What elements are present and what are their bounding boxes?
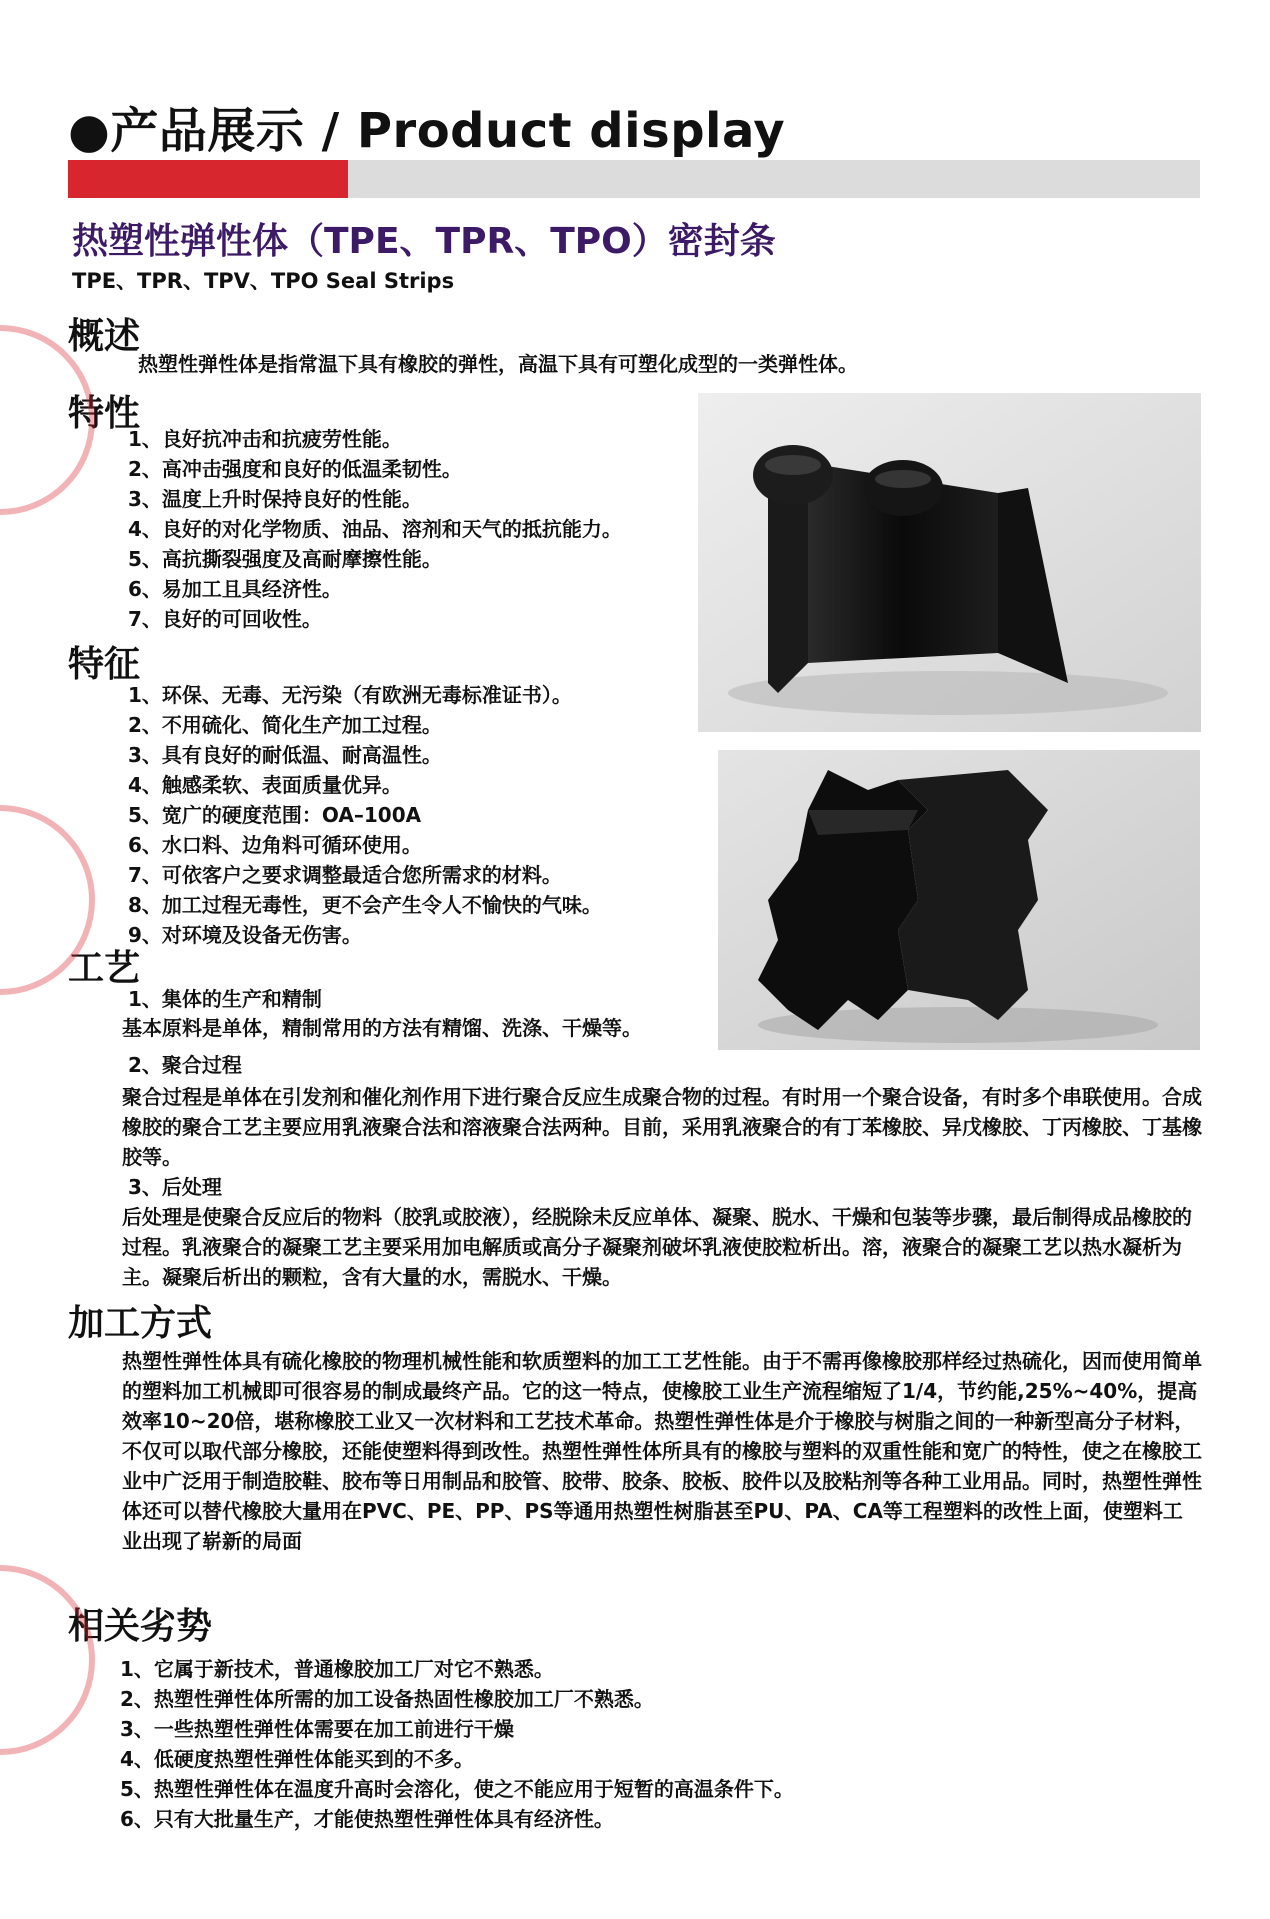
craft-step1-text: 基本原料是单体，精制常用的方法有精馏、洗涤、干燥等。: [122, 1016, 642, 1040]
features-list: [128, 680, 602, 950]
disadvantages-list: [120, 1654, 794, 1834]
processing-heading: 加工方式: [68, 1303, 213, 1344]
craft-step1-title: 1、集体的生产和精制: [128, 987, 322, 1011]
list-item: 1、良好抗冲击和抗疲劳性能。: [128, 427, 402, 451]
craft-step3-title: 3、后处理: [128, 1175, 222, 1199]
list-item: 2、热塑性弹性体所需的加工设备热固性橡胶加工厂不熟悉。: [120, 1687, 654, 1711]
list-item: 6、水口料、边角料可循环使用。: [128, 833, 422, 857]
list-item: 7、可依客户之要求调整最适合您所需求的材料。: [128, 863, 562, 887]
list-item: 3、具有良好的耐低温、耐高温性。: [128, 743, 442, 767]
list-item: 7、良好的可回收性。: [128, 607, 322, 631]
product-title: 热塑性弹性体（TPE、TPR、TPO）密封条: [72, 221, 776, 262]
seal-strip-image-1: [698, 393, 1201, 732]
craft-step2-text: 聚合过程是单体在引发剂和催化剂作用下进行聚合反应生成聚合物的过程。有时用一个聚合设备，有时多个串联使用。合成橡胶的聚合工艺主要应用乳液聚合法和溶液聚合法两种。目前，采用乳液聚合的有丁苯橡胶、异戊橡胶、丁丙橡胶、丁基橡胶等。: [122, 1085, 1202, 1169]
craft-step2-title: 2、聚合过程: [128, 1053, 242, 1077]
list-item: 2、高冲击强度和良好的低温柔韧性。: [128, 457, 462, 481]
list-item: 1、环保、无毒、无污染（有欧洲无毒标准证书）。: [128, 683, 572, 707]
list-item: 6、易加工且具经济性。: [128, 577, 342, 601]
list-item: 4、良好的对化学物质、油品、溶剂和天气的抵抗能力。: [128, 517, 622, 541]
list-item: 6、只有大批量生产，才能使热塑性弹性体具有经济性。: [120, 1807, 614, 1831]
craft-step3-text: 后处理是使聚合反应后的物料（胶乳或胶液），经脱除未反应单体、凝聚、脱水、干燥和包装等步骤，最后制得成品橡胶的过程。乳液聚合的凝聚工艺主要采用加电解质或高分子凝聚剂破坏乳液使胶粒析出。溶，液聚合的凝聚工艺以热水凝析为主。凝聚后析出的颗粒，含有大量的水，需脱水、干燥。: [122, 1205, 1192, 1289]
list-item: 1、它属于新技术，普通橡胶加工厂对它不熟悉。: [120, 1657, 554, 1681]
list-item: 5、宽广的硬度范围：OA–100A: [128, 803, 422, 827]
product-subtitle: TPE、TPR、TPV、TPO Seal Strips: [72, 269, 455, 293]
processing-text: 热塑性弹性体具有硫化橡胶的物理机械性能和软质塑料的加工工艺性能。由于不需再像橡胶那样经过热硫化，因而使用简单的塑料加工机械即可很容易的制成最终产品。它的这一特点，使橡胶工业生产流程缩短了1/4，节约能,25%~40%，提高效率10~20倍，堪称橡胶工业又一次材料和工艺技术革命。热塑性弹性体是介于橡胶与树脂之间的一种新型高分子材料，不仅可以取代部分橡胶，还能使塑料得到改性。热塑性弹性体所具有的橡胶与塑料的双重性能和宽广的特性，使之在橡胶工业中广泛用于制造胶鞋、胶布等日用制品和胶管、胶带、胶条、胶板、胶件以及胶粘剂等各种工业用品。同时，热塑性弹性体还可以替代橡胶大量用在PVC、PE、PP、PS等通用热塑性树脂甚至PU、PA、CA等工程塑料的改性上面，使塑料工业出现了崭新的局面: [122, 1349, 1202, 1553]
list-item: 3、一些热塑性弹性体需要在加工前进行干燥: [120, 1717, 514, 1741]
stamp-watermark-left-3: [0, 1560, 120, 1760]
craft-heading: 工艺: [68, 948, 141, 989]
page-title: ●产品展示 / Product display: [68, 103, 786, 159]
list-item: 5、热塑性弹性体在温度升高时会溶化，使之不能应用于短暂的高温条件下。: [120, 1777, 794, 1801]
overview-heading: 概述: [68, 316, 141, 357]
properties-list: [128, 424, 622, 634]
product-photo-1: [698, 393, 1201, 732]
properties-heading: 特性: [68, 393, 141, 434]
list-item: 3、温度上升时保持良好的性能。: [128, 487, 422, 511]
seal-strip-image-2: [718, 750, 1200, 1050]
list-item: 4、触感柔软、表面质量优异。: [128, 773, 402, 797]
disadvantages-heading: 相关劣势: [68, 1606, 213, 1647]
list-item: 9、对环境及设备无伤害。: [128, 923, 362, 947]
list-item: 2、不用硫化、简化生产加工过程。: [128, 713, 442, 737]
list-item: 8、加工过程无毒性，更不会产生令人不愉快的气味。: [128, 893, 602, 917]
list-item: 5、高抗撕裂强度及高耐摩擦性能。: [128, 547, 442, 571]
header-bar-red: [68, 160, 348, 198]
product-photo-2: [718, 750, 1200, 1050]
list-item: 4、低硬度热塑性弹性体能买到的不多。: [120, 1747, 474, 1771]
features-heading: 特征: [68, 644, 141, 685]
overview-text: 热塑性弹性体是指常温下具有橡胶的弹性，高温下具有可塑化成型的一类弹性体。: [138, 352, 858, 376]
